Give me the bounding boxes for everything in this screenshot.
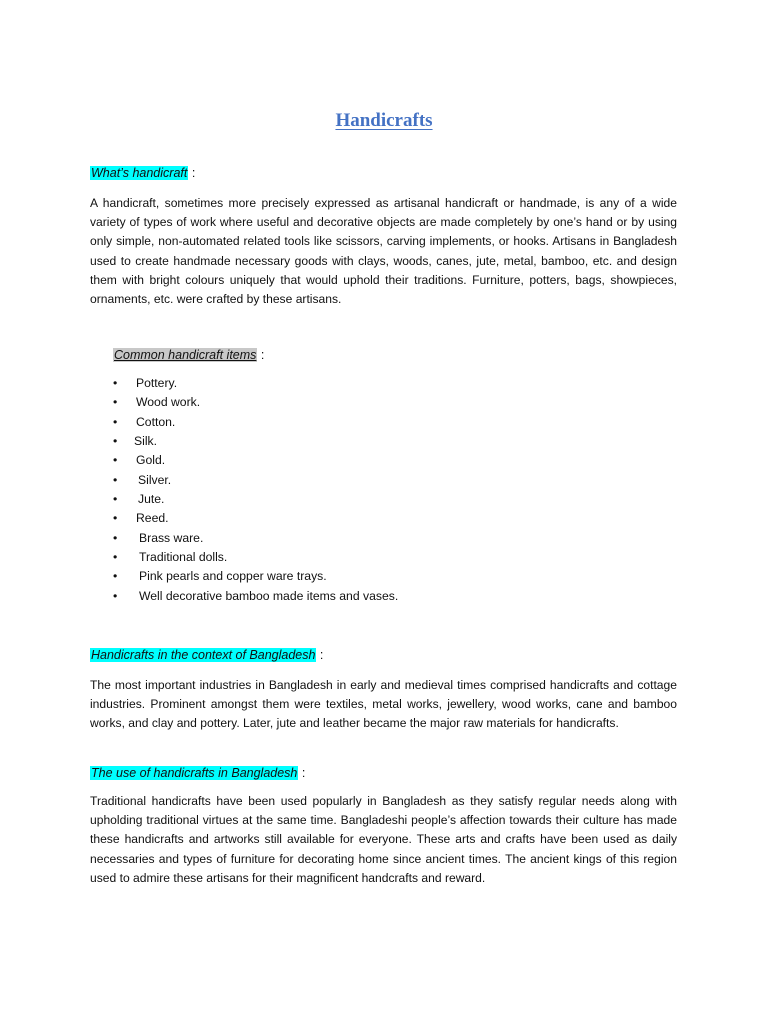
bullet-icon: • [113,414,118,429]
heading-colon: : [316,648,324,662]
heading-colon: : [257,348,265,362]
list-item [113,490,398,509]
list-item-label: Cotton. [136,414,176,429]
section-heading-use-bangladesh [90,764,305,782]
heading-highlight: Handicrafts in the context of Bangladesh [91,648,316,662]
list-item [113,471,398,490]
list-item-label: Well decorative bamboo made items and vases. [139,588,399,603]
bullet-icon: • [113,492,118,507]
list-item-label: Gold. [136,453,166,468]
list-item [113,509,398,528]
list-item [113,587,398,606]
list-item-label: Traditional dolls. [139,550,228,565]
list-item [113,529,398,548]
bullet-icon: • [113,588,118,603]
list-item [113,451,398,470]
list-item-label: Silk. [134,434,158,449]
list-item [113,548,398,567]
list-item-label: Silver. [138,472,172,487]
list-item [113,413,398,432]
list-item [113,432,398,451]
bullet-icon: • [113,453,118,468]
bullet-icon: • [113,395,118,410]
paragraph-use-bangladesh: Traditional handicrafts have been used popularly in Bangladesh as they satisfy regular needs along with upholding traditional virtues at the same time. Bangladeshi people’s affection towards their culture has made these handicrafts and artworks still available for everyone. These arts and crafts have been used as daily necessaries and types of furniture for decorating home since ancient times. The ancient kings of this region used to admire these artisans for their magnificent handcrafts and reward. [90,794,677,885]
paragraph-context-bangladesh: The most important industries in Bangladesh in early and medieval times comprised handicrafts and cottage industries. Prominent amongst them were textiles, metal works, jewellery, wood works, cane and bamboo works, and clay and pottery. Later, jute and leather became the major raw materials for handicrafts. [90,678,677,731]
page-title: Handicrafts [335,110,433,131]
bullet-icon: • [113,511,118,526]
bullet-icon: • [113,434,118,449]
heading-colon: : [298,766,306,780]
section-heading-whats-handicraft [90,164,195,182]
section-heading-context-bangladesh [90,646,323,664]
list-item-label: Brass ware. [139,530,204,545]
heading-highlight: What’s handicraft [91,166,188,180]
section-heading-common-items [113,346,264,364]
bullet-icon: • [113,550,118,565]
list-item-label: Jute. [138,492,165,507]
list-item [113,374,398,393]
heading-highlight: Common handicraft items [114,348,257,362]
heading-highlight: The use of handicrafts in Bangladesh [91,766,298,780]
heading-colon: : [188,166,196,180]
list-item-label: Pottery. [136,376,178,390]
common-items-list [113,374,398,606]
list-item [113,393,398,412]
bullet-icon: • [113,569,118,584]
paragraph-whats-handicraft: A handicraft, sometimes more precisely expressed as artisanal handicraft or handmade, is any of a wide variety of types of work where useful and decorative objects are made completely by one’s hand or by using only simple, non-automated related tools like scissors, carving implements, or hooks. Artisans in Bangladesh used to create handmade necessary goods with clays, woods, canes, jute, metal, bamboo, etc. and design them with bright colours uniquely that would uphold their traditions. Furniture, potters, bags, showpieces, ornaments, etc. were crafted by these artisans. [90,196,677,307]
list-item-label: Pink pearls and copper ware trays. [139,569,327,584]
list-item [113,567,398,586]
list-item-label: Wood work. [136,395,201,410]
bullet-icon: • [113,376,118,390]
list-item-label: Reed. [136,511,169,526]
bullet-icon: • [113,472,118,487]
bullet-icon: • [113,530,118,545]
